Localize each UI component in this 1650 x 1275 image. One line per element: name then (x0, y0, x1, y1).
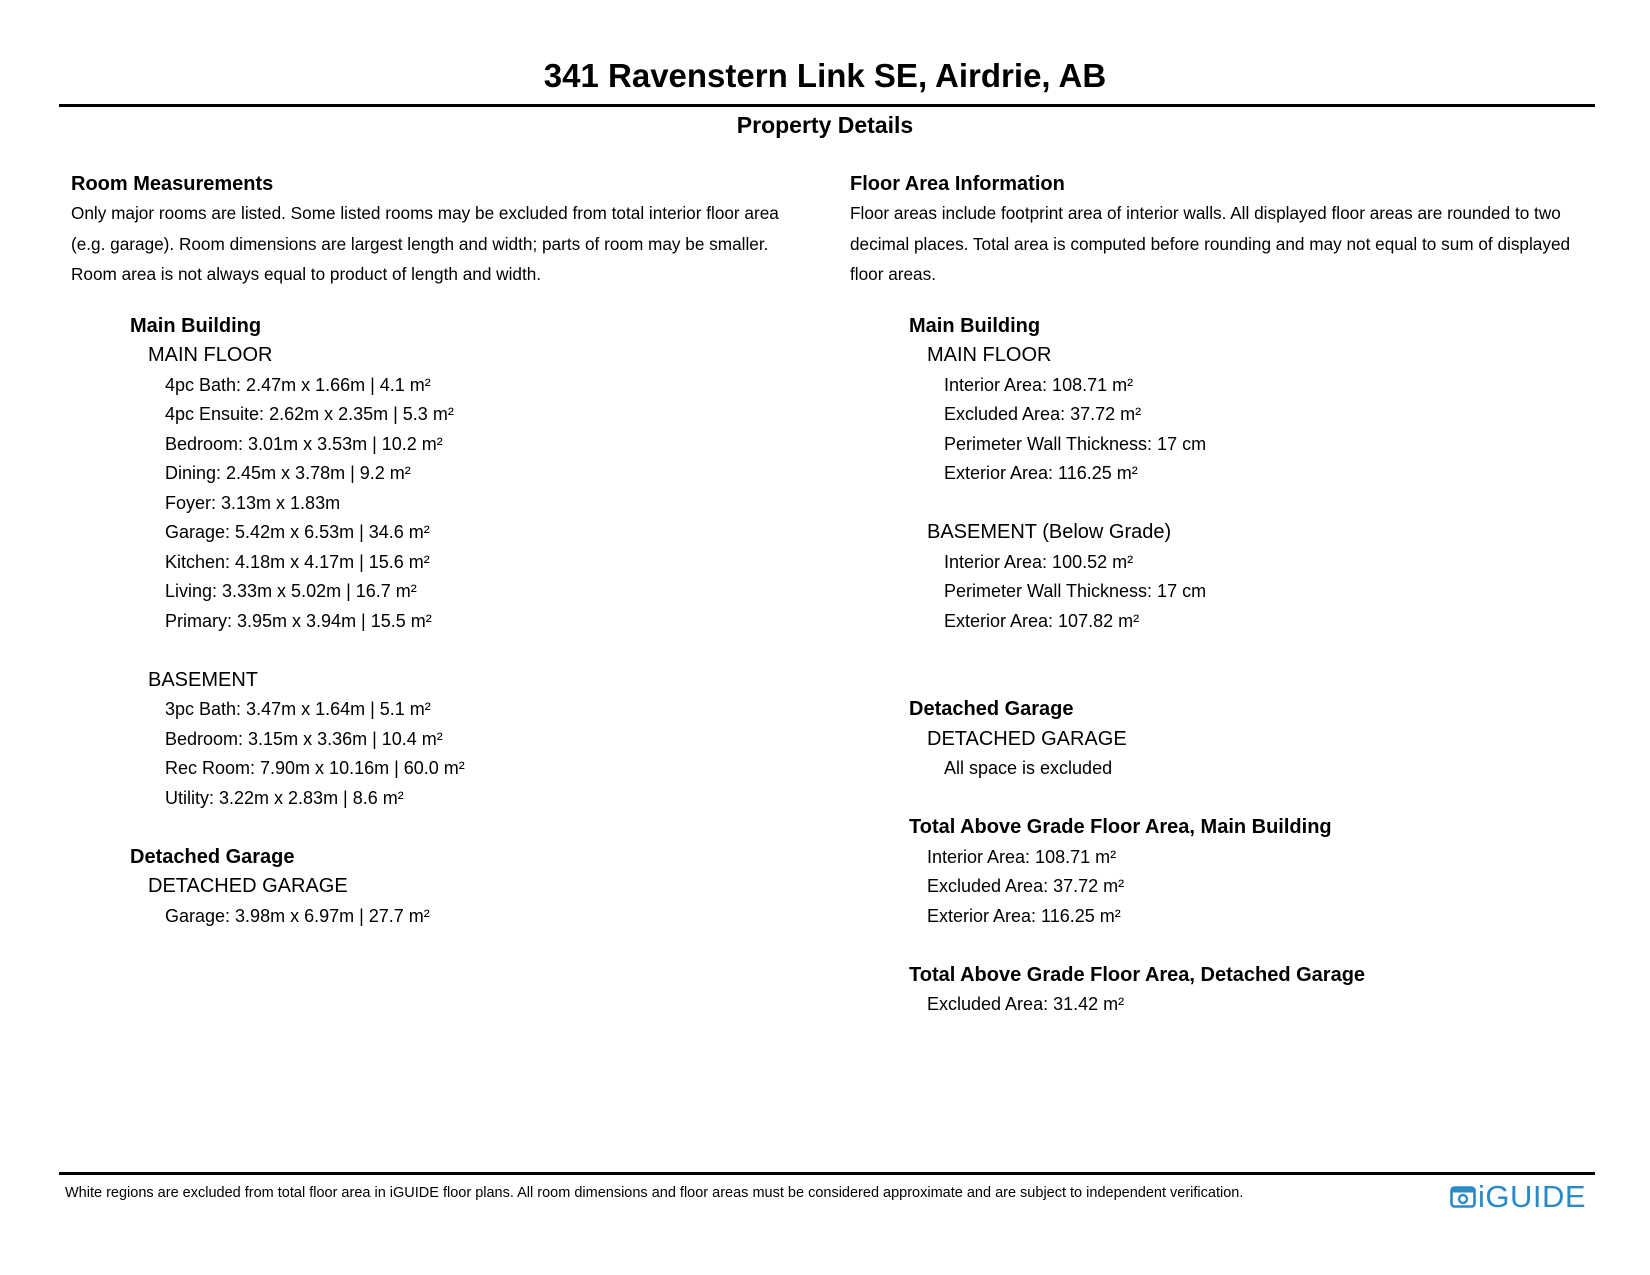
floor-label: BASEMENT (148, 668, 259, 691)
room-item: Primary: 3.95m x 3.94m | 15.5 m² (165, 610, 432, 631)
room-item: Utility: 3.22m x 2.83m | 8.6 m² (165, 787, 404, 808)
floor-label: DETACHED GARAGE (927, 727, 1127, 750)
floor-area-section (850, 170, 1610, 1020)
room-item: 3pc Bath: 3.47m x 1.64m | 5.1 m² (165, 699, 431, 719)
floor-area-heading: Floor Area Information (850, 173, 1065, 195)
room-item: Bedroom: 3.01m x 3.53m | 10.2 m² (165, 433, 443, 454)
room-measurements-section (71, 170, 831, 931)
area-item: Exterior Area: 116.25 m² (944, 463, 1138, 483)
page-subtitle: Property Details (736, 112, 914, 138)
room-measurements-desc-line: Only major rooms are listed. Some listed rooms may be excluded from total interior floor area (71, 203, 779, 223)
building-label: Main Building (909, 314, 1041, 337)
total-item: Excluded Area: 31.42 m² (927, 994, 1125, 1014)
total-main-label: Total Above Grade Floor Area, Main Building (909, 816, 1332, 838)
footer-note: White regions are excluded from total floor area in iGUIDE floor plans. All room dimensions and floor areas must be considered approximate and are subject to independent verification. (65, 1185, 1244, 1201)
building-label: Main Building (130, 314, 262, 337)
floor-area-desc-line: Floor areas include footprint area of interior walls. All displayed floor areas are rounded to two (850, 203, 1561, 223)
room-item: Garage: 3.98m x 6.97m | 27.7 m² (165, 905, 430, 926)
area-item: Perimeter Wall Thickness: 17 cm (944, 581, 1207, 601)
room-measurements-heading: Room Measurements (71, 173, 274, 195)
room-item: 4pc Ensuite: 2.62m x 2.35m | 5.3 m² (165, 404, 454, 424)
floor-label: DETACHED GARAGE (148, 875, 348, 897)
floor-label: BASEMENT (Below Grade) (927, 521, 1172, 543)
area-item: Excluded Area: 37.72 m² (944, 404, 1142, 424)
total-item: Excluded Area: 37.72 m² (927, 876, 1125, 896)
area-item: Exterior Area: 107.82 m² (944, 610, 1140, 631)
building-label: Detached Garage (130, 845, 295, 868)
room-item: Foyer: 3.13m x 1.83m (165, 492, 341, 513)
floor-label: MAIN FLOOR (148, 344, 273, 366)
page-title: 341 Ravenstern Link SE, Airdrie, AB (543, 57, 1107, 94)
area-item: Interior Area: 108.71 m² (944, 374, 1134, 395)
floor-area-desc-line: floor areas. (850, 264, 936, 284)
room-item: Garage: 5.42m x 6.53m | 34.6 m² (165, 522, 430, 542)
floor-area-desc-line: decimal places. Total area is computed before rounding and may not equal to sum of displayed (850, 233, 1571, 254)
total-item: Interior Area: 108.71 m² (927, 846, 1117, 867)
area-item: Perimeter Wall Thickness: 17 cm (944, 433, 1207, 454)
total-item: Exterior Area: 116.25 m² (927, 905, 1121, 926)
footer-divider (59, 1172, 1595, 1175)
room-item: Kitchen: 4.18m x 4.17m | 15.6 m² (165, 551, 430, 572)
room-item: Bedroom: 3.15m x 3.36m | 10.4 m² (165, 728, 443, 749)
iguide-camera-icon (1450, 1184, 1476, 1210)
floor-label: MAIN FLOOR (927, 344, 1052, 366)
room-item: Living: 3.33m x 5.02m | 16.7 m² (165, 581, 417, 601)
room-item: Rec Room: 7.90m x 10.16m | 60.0 m² (165, 758, 465, 778)
room-measurements-desc-line: (e.g. garage). Room dimensions are largest length and width; parts of room may be smaller. (71, 233, 769, 254)
logo-text: iGUIDE (1478, 1179, 1587, 1214)
total-garage-label: Total Above Grade Floor Area, Detached Garage (909, 963, 1366, 986)
area-item: All space is excluded (944, 758, 1113, 778)
room-measurements-desc-line: Room area is not always equal to product of length and width. (71, 264, 542, 284)
room-item: Dining: 2.45m x 3.78m | 9.2 m² (165, 463, 411, 483)
building-label: Detached Garage (909, 698, 1074, 720)
title-divider (59, 104, 1595, 107)
area-item: Interior Area: 100.52 m² (944, 551, 1134, 572)
room-item: 4pc Bath: 2.47m x 1.66m | 4.1 m² (165, 374, 431, 395)
iguide-logo (1450, 1180, 1586, 1214)
